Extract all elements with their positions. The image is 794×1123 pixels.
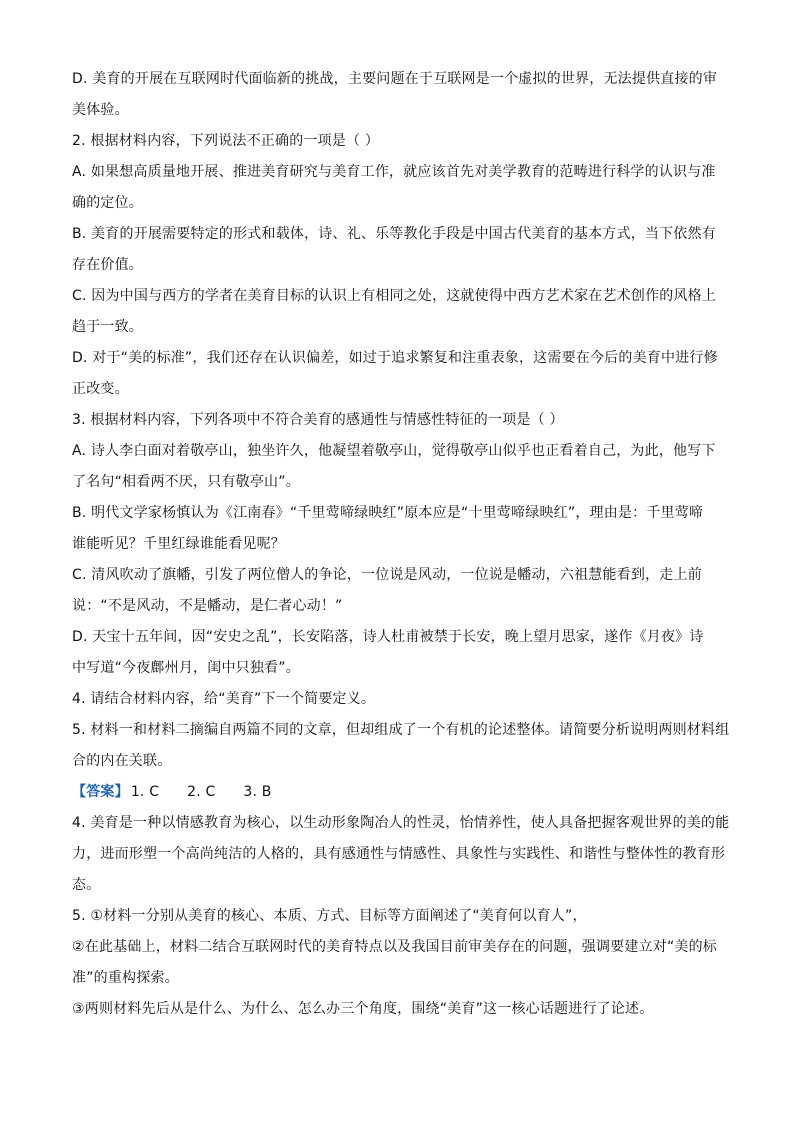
q3-option-a-line-1: A. 诗人李白面对着敬亭山，独坐许久，他凝望着敬亭山，觉得敬亭山似乎也正看着自己，为此，他写下 xyxy=(72,443,716,459)
q2-option-a-line-1: A. 如果想高质量地开展、推进美育研究与美育工作，就应该首先对美学教育的范畴进行科学的认识与准 xyxy=(72,164,716,180)
answer-line xyxy=(72,777,722,808)
q2-option-d-line-1: D. 对于“美的标准”，我们还存在认识偏差，如过于追求繁复和注重表象，这需要在今后的美育中进行修 xyxy=(72,350,718,366)
q2-option-a-line-2: 确的定位。 xyxy=(72,195,143,211)
q2-option-c-line-2: 趋于一致。 xyxy=(72,319,143,335)
q3-option-c-line-1: C. 清风吹动了旗幡，引发了两位僧人的争论，一位说是风动，一位说是幡动，六祖慧能看到，走上前 xyxy=(72,567,702,583)
explanation-5-line-1: 5. ①材料一分别从美育的核心、本质、方式、目标等方面阐述了“美育何以育人”， xyxy=(72,908,587,924)
q2-option-c-line-1: C. 因为中国与西方的学者在美育目标的认识上有相同之处，这就使得中西方艺术家在艺术创作的风格上 xyxy=(72,288,717,304)
explanation-5-line-3: 准”的重构探索。 xyxy=(72,970,179,986)
q3-option-d-line-2: 中写道“今夜鄜州月，闺中只独看”。 xyxy=(72,660,300,676)
question-3-stem: 3. 根据材料内容，下列各项中不符合美育的感通性与情感性特征的一项是（ ） xyxy=(72,412,564,428)
explanation-5-line-2: ②在此基础上，材料二结合互联网时代的美育特点以及我国目前审美存在的问题，强调要建立对“美的标 xyxy=(72,939,718,955)
answer-values: 1. C 2. C 3. B xyxy=(130,784,272,800)
q3-option-c-line-2: 说：“不是风动，不是幡动，是仁者心动！” xyxy=(72,598,343,614)
explanation-5-line-4: ③两则材料先后从是什么、为什么、怎么办三个角度，围绕“美育”这一核心话题进行了论述。 xyxy=(72,1001,654,1017)
explanation-4-line-3: 态。 xyxy=(72,877,101,893)
q3-option-b-line-2: 谁能听见？千里红绿谁能看见呢？ xyxy=(72,536,285,552)
option-d-line-1: D. 美育的开展在互联网时代面临新的挑战，主要问题在于互联网是一个虚拟的世界，无法提供直接的审 xyxy=(72,71,718,87)
q3-option-d-line-1: D. 天宝十五年间，因“安史之乱”，长安陷落，诗人杜甫被禁于长安，晚上望月思家，遂作《月夜》诗 xyxy=(72,629,704,645)
document-page xyxy=(72,64,730,1025)
question-4-stem: 4. 请结合材料内容，给“美育”下一个简要定义。 xyxy=(72,691,376,707)
question-2-stem: 2. 根据材料内容，下列说法不正确的一项是（ ） xyxy=(72,133,380,149)
explanation-4-line-2: 力，进而形塑一个高尚纯洁的人格的，具有感通性与情感性、具象性与实践性、和谐性与整体性的教育形 xyxy=(72,846,726,862)
explanation-4-line-1: 4. 美育是一种以情感教育为核心，以生动形象陶冶人的性灵，怡情养性，使人具备把握客观世界的美的能 xyxy=(72,815,730,831)
option-d-line-2: 美体验。 xyxy=(72,102,129,118)
question-5-stem-line-2: 合的内在关联。 xyxy=(72,753,172,769)
answer-tag: 【答案】 xyxy=(72,784,129,800)
q3-option-b-line-1: B. 明代文学家杨慎认为《江南春》“千里莺啼绿映红”原本应是“十里莺啼绿映红”，理由是：千里莺啼 xyxy=(72,505,704,521)
q2-option-b-line-2: 存在价值。 xyxy=(72,257,143,273)
q2-option-d-line-2: 正改变。 xyxy=(72,381,129,397)
q3-option-a-line-2: 了名句“相看两不厌，只有敬亭山”。 xyxy=(72,474,300,490)
q2-option-b-line-1: B. 美育的开展需要特定的形式和载体，诗、礼、乐等教化手段是中国古代美育的基本方式，当下依然有 xyxy=(72,226,716,242)
question-5-stem-line-1: 5. 材料一和材料二摘编自两篇不同的文章，但却组成了一个有机的论述整体。请简要分析说明两则材料组 xyxy=(72,722,730,738)
